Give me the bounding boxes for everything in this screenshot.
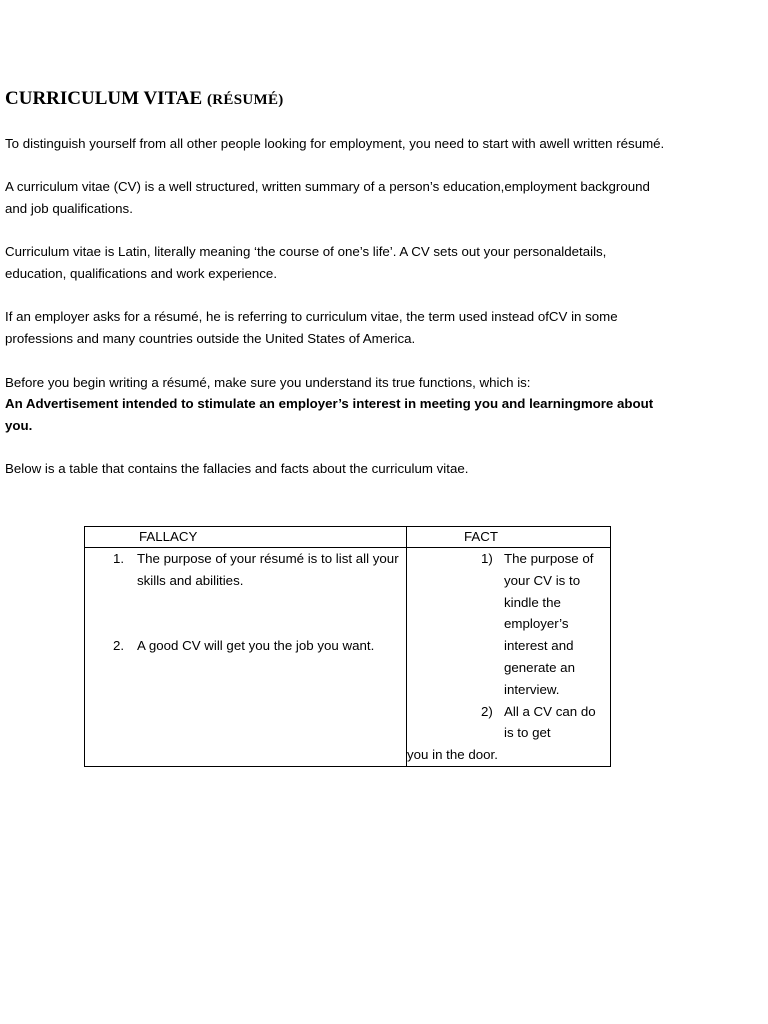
fallacy-item [113, 635, 400, 657]
paragraph-functions-intro: Before you begin writing a résumé, make sure you understand its true functions, which is: [5, 374, 531, 390]
header-fallacy: FALLACY [85, 527, 407, 548]
table-header-row [85, 527, 611, 548]
fact-item [407, 701, 600, 745]
table-row [85, 548, 611, 767]
fallacy-text: A good CV will get you the job you want. [137, 638, 375, 654]
document-body [5, 88, 665, 502]
fact-text: The purpose of your CV is to kindle the employer’s interest and generate an interview. [504, 551, 594, 697]
fallacy-number: 2. [113, 638, 125, 654]
fallacy-number: 1. [113, 551, 125, 566]
fallacy-text: The purpose of your résumé is to list all your skills and abilities. [137, 551, 399, 588]
paragraph-latin-meaning: Curriculum vitae is Latin, literally meaning ‘the course of one’s life’. A CV sets out your personaldetails, education, qualifications and work experience. [5, 244, 607, 282]
document-title [5, 88, 665, 111]
fact-cell [407, 548, 611, 767]
fact-text-continuation: you in the door. [407, 747, 498, 763]
title-main: CURRICULUM VITAE [5, 88, 203, 109]
paragraph-resume-usage: If an employer asks for a résumé, he is referring to curriculum vitae, the term used instead ofCV in some professions and many countries outside the United States of America. [5, 309, 618, 347]
fallacy-fact-table [84, 526, 611, 767]
spacer [113, 592, 400, 614]
title-parenthetical: (RÉSUMÉ) [206, 92, 284, 108]
fallacy-item [113, 548, 400, 592]
fact-number: 1) [481, 551, 493, 566]
fact-text: All a CV can do is to get [504, 703, 596, 741]
fallacy-cell [85, 548, 407, 767]
paragraph-definition: A curriculum vitae (CV) is a well structured, written summary of a person’s education,employment background and job qualifications. [5, 179, 650, 217]
spacer [113, 613, 400, 635]
fact-number: 2) [481, 703, 493, 719]
paragraph-intro: To distinguish yourself from all other people looking for employment, you need to start with awell written résumé. [5, 136, 665, 151]
header-fact: FACT [407, 527, 611, 548]
paragraph-table-intro: Below is a table that contains the fallacies and facts about the curriculum vitae. [5, 461, 469, 477]
fact-item [407, 548, 600, 701]
paragraph-functions-statement: An Advertisement intended to stimulate an employer’s interest in meeting you and learningmore about you. [5, 396, 654, 434]
